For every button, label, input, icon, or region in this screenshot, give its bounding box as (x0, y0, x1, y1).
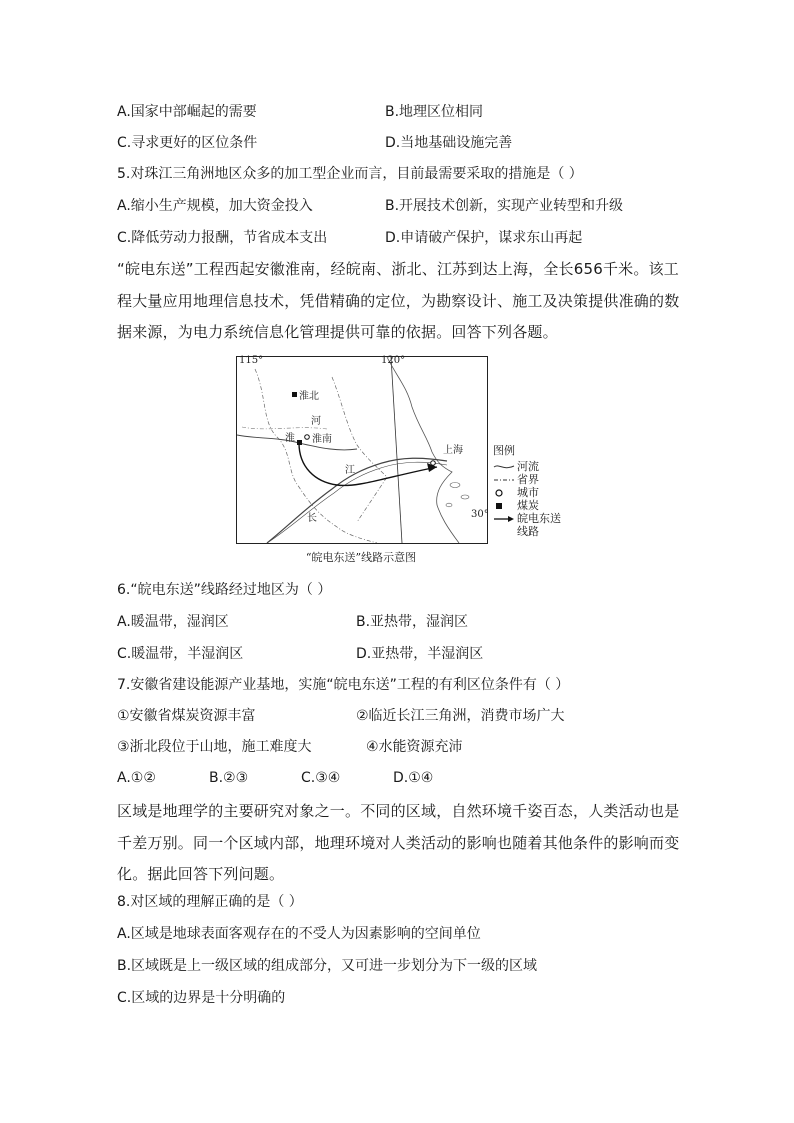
q6-option-c: C.暖温带，半湿润区 (117, 646, 244, 662)
passage-region: 区域是地理学的主要研究对象之一。不同的区域，自然环境千姿百态，人类活动也是千差万别。同一个区域内部，地理环境对人类活动的影响也随着其他条件的影响而变化。据此回答下列问题。 (117, 802, 680, 883)
legend-city (493, 487, 561, 500)
route-symbol-icon (493, 513, 515, 525)
longitude-120-label: 120° (381, 355, 406, 366)
longitude-115-label: 115° (239, 355, 264, 366)
q4-option-b: B.地理区位相同 (385, 104, 484, 120)
q8-stem: 8.对区域的理解正确的是（ ） (117, 894, 303, 910)
river-jiang-label: 江 (345, 465, 355, 476)
q5-option-b: B.开展技术创新，实现产业转型和升级 (385, 198, 624, 214)
legend-route-label-2: 线路 (517, 525, 539, 539)
island-shape (446, 503, 452, 507)
q6-option-d: D.亚热带，半湿润区 (356, 646, 484, 662)
huainan-label: 淮南 (312, 434, 332, 445)
latitude-30-label: 30° (471, 509, 489, 520)
legend-city-label: 城市 (517, 486, 539, 500)
route-map (236, 356, 488, 544)
legend-coal-label: 煤炭 (517, 499, 539, 513)
river-he-label: 河 (311, 416, 321, 427)
q5-option-c: C.降低劳动力报酬，节省成本支出 (117, 230, 328, 246)
passage-wan-dian-dong-song: “皖电东送”工程西起安徽淮南，经皖南、浙北、江苏到达上海，全长656千米。该工程大量应用地理信息技术，凭借精确的定位，为勘察设计、施工及决策提供准确的数据来源，为电力系统信息化管理提供可靠的依据。回答下列各题。 (117, 260, 680, 341)
coal-symbol-icon (493, 500, 515, 512)
q6-option-b: B.亚热带，湿润区 (356, 614, 469, 630)
legend-river (493, 461, 561, 474)
q7-statement-1: ①安徽省煤炭资源丰富 (117, 708, 256, 724)
q6-option-a: A.暖温带，湿润区 (117, 614, 229, 630)
q4-option-a: A.国家中部崛起的需要 (117, 104, 257, 120)
legend-province (493, 474, 561, 487)
q7-option-a: A.①② (117, 770, 156, 786)
boundary-symbol-icon (493, 474, 515, 486)
city-shanghai-marker (431, 461, 436, 466)
river-chang-label: 长 (307, 513, 317, 524)
q8-option-b: B.区域既是上一级区域的组成部分，又可进一步划分为下一级的区域 (117, 958, 538, 974)
legend-river-label: 河流 (517, 460, 539, 474)
q7-option-d: D.①④ (393, 770, 434, 786)
coal-huaibei-marker (292, 392, 297, 397)
legend-coal (493, 500, 561, 513)
q8-option-a: A.区域是地球表面客观存在的不受人为因素影响的空间单位 (117, 926, 481, 942)
q7-option-b: B.②③ (209, 770, 249, 786)
q7-statement-3: ③浙北段位于山地，施工难度大 (117, 739, 312, 755)
q7-stem: 7.安徽省建设能源产业基地，实施“皖电东送”工程的有利区位条件有（ ） (117, 677, 570, 693)
coal-huainan-marker (297, 440, 302, 445)
q6-stem: 6.“皖电东送”线路经过地区为（ ） (117, 582, 332, 598)
q7-option-c: C.③④ (301, 770, 341, 786)
q7-statement-4: ④水能资源充沛 (366, 739, 463, 755)
q4-option-c: C.寻求更好的区位条件 (117, 135, 258, 151)
legend-route (493, 513, 561, 526)
legend-route-label: 皖电东送 (517, 512, 561, 526)
huaibei-label: 淮北 (299, 391, 319, 402)
city-symbol-icon (493, 487, 515, 499)
yangtze-river-bank (267, 462, 447, 543)
q5-option-a: A.缩小生产规模，加大资金投入 (117, 198, 313, 214)
meridian-120-line (391, 357, 402, 543)
island-shape (450, 483, 460, 488)
q5-stem: 5.对珠江三角洲地区众多的加工型企业而言，目前最需要采取的措施是（ ） (117, 166, 583, 182)
legend-title: 图例 (493, 444, 515, 457)
legend-route-line2 (493, 526, 561, 539)
map-legend (493, 444, 561, 539)
power-line-route (299, 443, 437, 486)
island-shape (461, 495, 469, 499)
legend-province-label: 省界 (517, 473, 539, 487)
city-huainan-marker (305, 435, 310, 440)
q8-option-c: C.区域的边界是十分明确的 (117, 990, 286, 1006)
river-huai-label: 淮 (285, 433, 295, 444)
q7-statement-2: ②临近长江三角洲，消费市场广大 (356, 708, 565, 724)
river-symbol-icon (493, 461, 515, 473)
q4-option-d: D.当地基础设施完善 (385, 135, 513, 151)
map-caption: “皖电东送”线路示意图 (305, 551, 417, 564)
q5-option-d: D.申请破产保护，谋求东山再起 (385, 230, 583, 246)
shanghai-label: 上海 (443, 445, 463, 456)
